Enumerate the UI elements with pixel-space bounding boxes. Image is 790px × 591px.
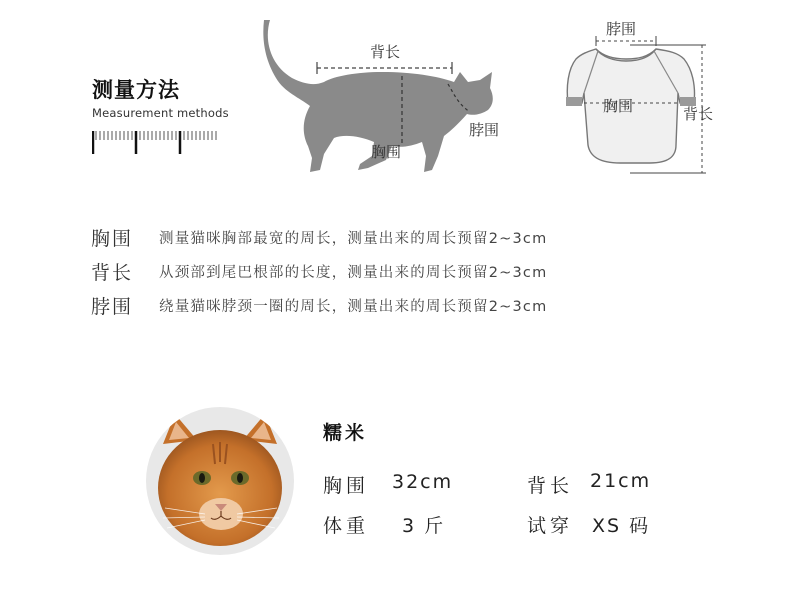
chest-value: 32cm — [392, 471, 454, 493]
definition-term: 脖围 — [91, 295, 134, 318]
definition-term: 胸围 — [91, 227, 134, 250]
back-label: 背长 — [527, 475, 574, 497]
definition-term: 背长 — [91, 261, 134, 284]
page-subtitle: Measurement methods — [92, 106, 229, 120]
definition-row — [91, 224, 547, 250]
back-value: 21cm — [590, 470, 652, 492]
weight-label: 体重 — [323, 515, 370, 537]
page-title: 测量方法 — [92, 78, 180, 102]
size-value: XS 码 — [592, 515, 651, 537]
cat-neck-label: 脖围 — [469, 121, 500, 139]
chest-label: 胸围 — [323, 475, 370, 497]
definition-row — [91, 292, 547, 318]
definition-row — [91, 258, 547, 284]
shirt-chest-label: 胸围 — [603, 97, 634, 115]
model-cat-photo — [145, 406, 295, 556]
cat-chest-label: 胸围 — [371, 143, 402, 161]
shirt-diagram — [560, 15, 720, 180]
shirt-neck-label: 脖围 — [606, 20, 637, 38]
shirt-back-label: 背长 — [683, 105, 714, 123]
model-name: 糯米 — [323, 422, 368, 444]
weight-value: 3 斤 — [402, 515, 446, 537]
definition-desc: 从颈部到尾巴根部的长度，测量出来的周长预留2~3cm — [159, 264, 548, 281]
size-label: 试穿 — [527, 515, 574, 537]
definition-desc: 绕量猫咪脖颈一圈的周长，测量出来的周长预留2~3cm — [159, 298, 548, 315]
ruler-icon — [92, 128, 222, 156]
definition-desc: 测量猫咪胸部最宽的周长，测量出来的周长预留2~3cm — [159, 230, 548, 247]
cat-back-label: 背长 — [370, 43, 401, 61]
